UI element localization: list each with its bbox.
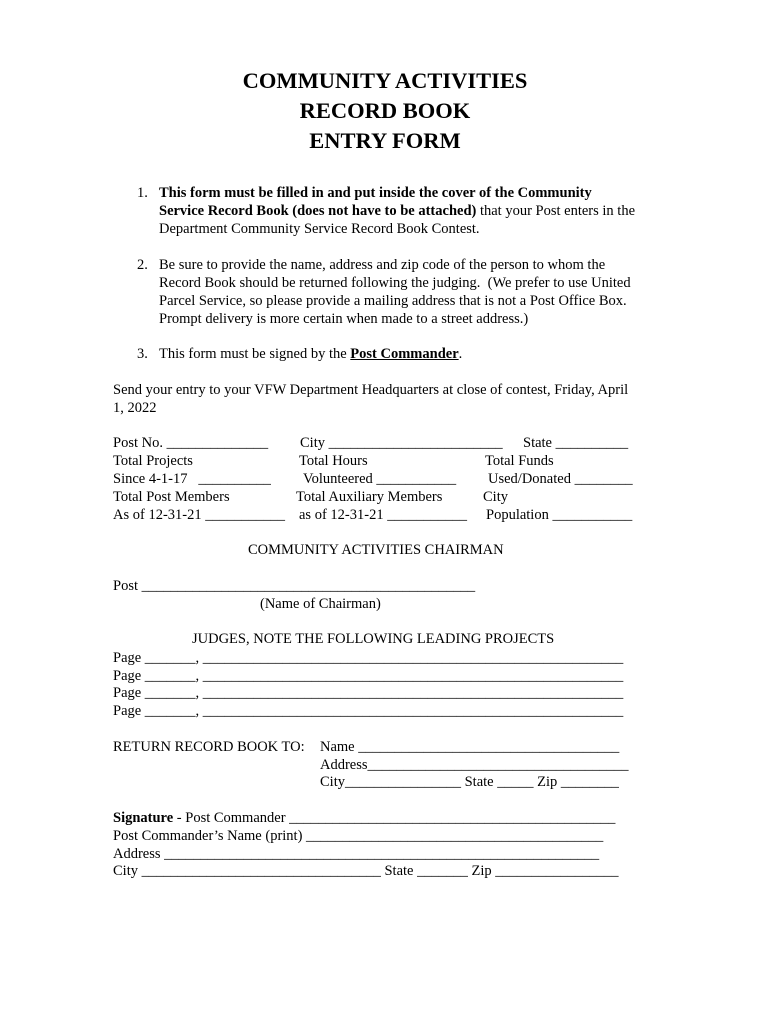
leading-project-line-4[interactable]: Page _______, __________________________________________________________ xyxy=(113,703,624,719)
return-city-state-zip-field[interactable]: City________________ State _____ Zip ________ xyxy=(320,774,619,790)
instruction-number: 1. xyxy=(137,185,148,201)
return-address-field[interactable]: Address____________________________________ xyxy=(320,757,629,773)
title-line-1: COMMUNITY ACTIVITIES xyxy=(242,68,528,93)
return-name-field[interactable]: Name ____________________________________ xyxy=(320,739,620,755)
instruction-1-line-2-bold: Service Record Book (does not have to be attached) xyxy=(159,203,477,219)
instruction-1-line-1: This form must be filled in and put inside the cover of the Community xyxy=(159,185,592,201)
total-post-members-field[interactable]: As of 12-31-21 ___________ xyxy=(113,507,285,523)
send-entry-line-1: Send your entry to your VFW Department Headquarters at close of contest, Friday, April xyxy=(113,382,629,398)
total-funds-field[interactable]: Used/Donated ________ xyxy=(488,471,633,487)
return-label: RETURN RECORD BOOK TO: xyxy=(113,739,305,755)
title-line-3: ENTRY FORM xyxy=(309,128,461,153)
total-auxiliary-members-label: Total Auxiliary Members xyxy=(296,489,443,505)
city-field[interactable]: City ________________________ xyxy=(300,435,503,451)
form-title xyxy=(0,66,770,156)
instruction-number: 3. xyxy=(137,346,148,362)
chairman-heading: COMMUNITY ACTIVITIES CHAIRMAN xyxy=(248,542,504,558)
instruction-2-line-2: Record Book should be returned following the judging. (We prefer to use United xyxy=(159,275,631,291)
judges-heading: JUDGES, NOTE THE FOLLOWING LEADING PROJECTS xyxy=(192,631,555,647)
signature-label: Signature xyxy=(113,810,174,826)
instruction-1-line-3: Department Community Service Record Book Contest. xyxy=(159,221,480,237)
post-number-field[interactable]: Post No. ______________ xyxy=(113,435,269,451)
title-line-2: RECORD BOOK xyxy=(299,98,471,123)
total-funds-label: Total Funds xyxy=(485,453,554,469)
instruction-2-line-1: Be sure to provide the name, address and zip code of the person to whom the xyxy=(159,257,606,273)
instruction-number: 2. xyxy=(137,257,148,273)
total-projects-field[interactable]: Since 4-1-17 __________ xyxy=(113,471,271,487)
instruction-3-text: This form must be signed by the xyxy=(159,346,351,362)
leading-project-line-1[interactable]: Page _______, __________________________________________________________ xyxy=(113,650,624,666)
city-population-field[interactable]: Population ___________ xyxy=(486,507,633,523)
instruction-2-line-3: Parcel Service, so please provide a mailing address that is not a Post Office Box. xyxy=(159,293,627,309)
total-projects-label: Total Projects xyxy=(113,453,193,469)
total-hours-label: Total Hours xyxy=(299,453,368,469)
leading-project-line-2[interactable]: Page _______, __________________________________________________________ xyxy=(113,668,624,684)
instruction-3-end: . xyxy=(458,346,463,362)
instruction-2-line-4: Prompt delivery is more certain when made to a street address.) xyxy=(159,311,529,327)
send-entry-line-2: 1, 2022 xyxy=(113,400,157,416)
signature-field xyxy=(113,809,615,827)
chairman-post-field[interactable]: Post ______________________________________________ xyxy=(113,578,476,594)
leading-project-line-3[interactable]: Page _______, __________________________________________________________ xyxy=(113,685,624,701)
commander-address-field[interactable]: Address ____________________________________________________________ xyxy=(113,846,600,862)
commander-name-print-field[interactable]: Post Commander’s Name (print) _________________________________________ xyxy=(113,828,604,844)
city-population-label: City xyxy=(483,489,508,505)
commander-city-state-zip-field[interactable]: City _________________________________ State _______ Zip _________________ xyxy=(113,863,619,879)
state-field[interactable]: State __________ xyxy=(523,435,629,451)
chairman-name-caption: (Name of Chairman) xyxy=(260,596,381,612)
signature-line[interactable]: - Post Commander _____________________________________________ xyxy=(173,810,616,826)
total-auxiliary-members-field[interactable]: as of 12-31-21 ___________ xyxy=(299,507,467,523)
post-commander-emphasis: Post Commander xyxy=(350,346,459,362)
total-hours-field[interactable]: Volunteered ___________ xyxy=(303,471,457,487)
total-post-members-label: Total Post Members xyxy=(113,489,230,505)
instruction-1-line-2-rest: that your Post enters in the xyxy=(476,203,636,219)
